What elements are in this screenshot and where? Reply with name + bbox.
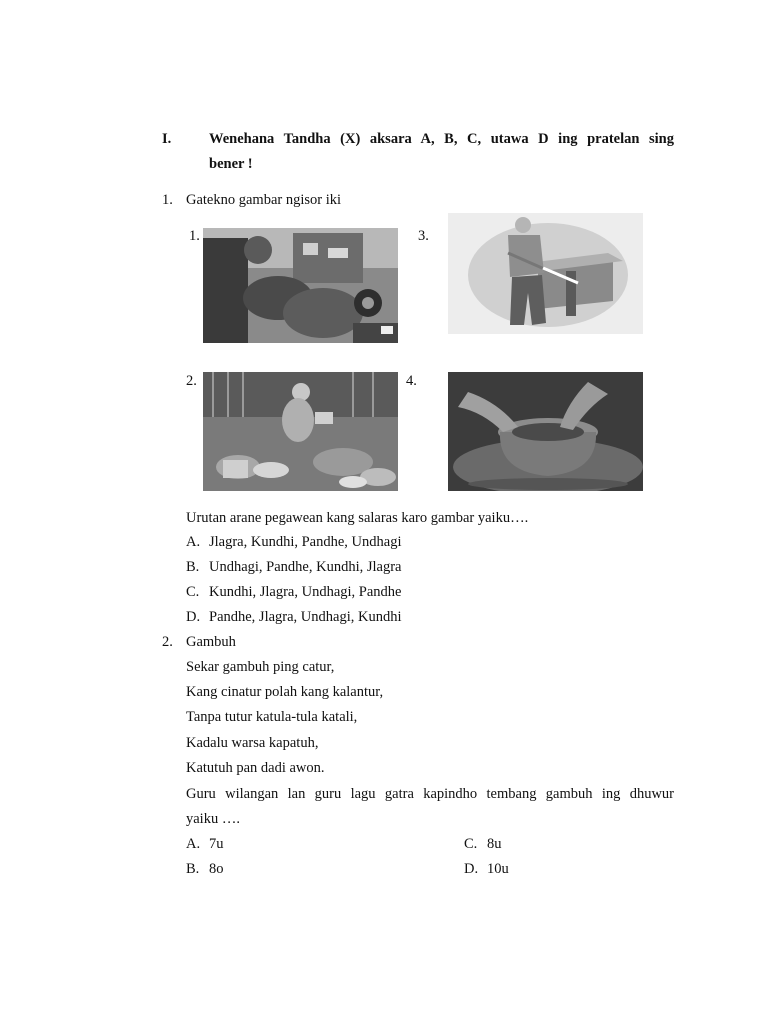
q1-option-c-letter: C. (186, 584, 200, 600)
q2-question-line2: yaiku …. (186, 811, 240, 827)
q2-option-a-letter: A. (186, 836, 201, 852)
image-label-1: 1. (189, 228, 200, 244)
q1-prompt: Gatekno gambar ngisor iki (186, 192, 342, 208)
q1-option-a-letter: A. (186, 534, 201, 550)
poem-line-4: Kadalu warsa kapatuh, (186, 735, 319, 751)
q1-option-c-text[interactable]: Kundhi, Jlagra, Undhagi, Pandhe (209, 584, 402, 600)
q2-option-a-text[interactable]: 7u (209, 836, 224, 852)
section-heading-line1: Wenehana Tandha (X) aksara A, B, C, utawa D ing pratelan sing (209, 131, 674, 147)
photo-carpenter (448, 213, 643, 334)
q1-number: 1. (162, 192, 173, 208)
q1-option-d-text[interactable]: Pandhe, Jlagra, Undhagi, Kundhi (209, 609, 402, 625)
photo-blacksmith (203, 228, 398, 343)
photo-stone-carver (203, 372, 398, 491)
q1-option-a-text[interactable]: Jlagra, Kundhi, Pandhe, Undhagi (209, 534, 402, 550)
q2-option-d-text[interactable]: 10u (487, 861, 509, 877)
q2-option-d-letter: D. (464, 861, 479, 877)
poem-line-1: Sekar gambuh ping catur, (186, 659, 335, 675)
section-heading-line2: bener ! (209, 156, 253, 172)
q2-question-line1: Guru wilangan lan guru lagu gatra kapindho tembang gambuh ing dhuwur (186, 786, 674, 802)
q1-option-d-letter: D. (186, 609, 201, 625)
q1-option-b-letter: B. (186, 559, 200, 575)
q1-option-b-text[interactable]: Undhagi, Pandhe, Kundhi, Jlagra (209, 559, 402, 575)
q2-option-c-text[interactable]: 8u (487, 836, 502, 852)
q2-title: Gambuh (186, 634, 236, 650)
q2-option-b-text[interactable]: 8o (209, 861, 224, 877)
photo-potter (448, 372, 643, 491)
q1-question: Urutan arane pegawean kang salaras karo gambar yaiku…. (186, 510, 529, 526)
poem-line-3: Tanpa tutur katula-tula katali, (186, 709, 358, 725)
q2-option-c-letter: C. (464, 836, 478, 852)
section-numeral: I. (162, 131, 172, 147)
image-label-3: 3. (418, 228, 429, 244)
q2-number: 2. (162, 634, 173, 650)
q2-option-b-letter: B. (186, 861, 200, 877)
image-label-2: 2. (186, 373, 197, 389)
image-label-4: 4. (406, 373, 417, 389)
poem-line-2: Kang cinatur polah kang kalantur, (186, 684, 384, 700)
poem-line-5: Katutuh pan dadi awon. (186, 760, 325, 776)
